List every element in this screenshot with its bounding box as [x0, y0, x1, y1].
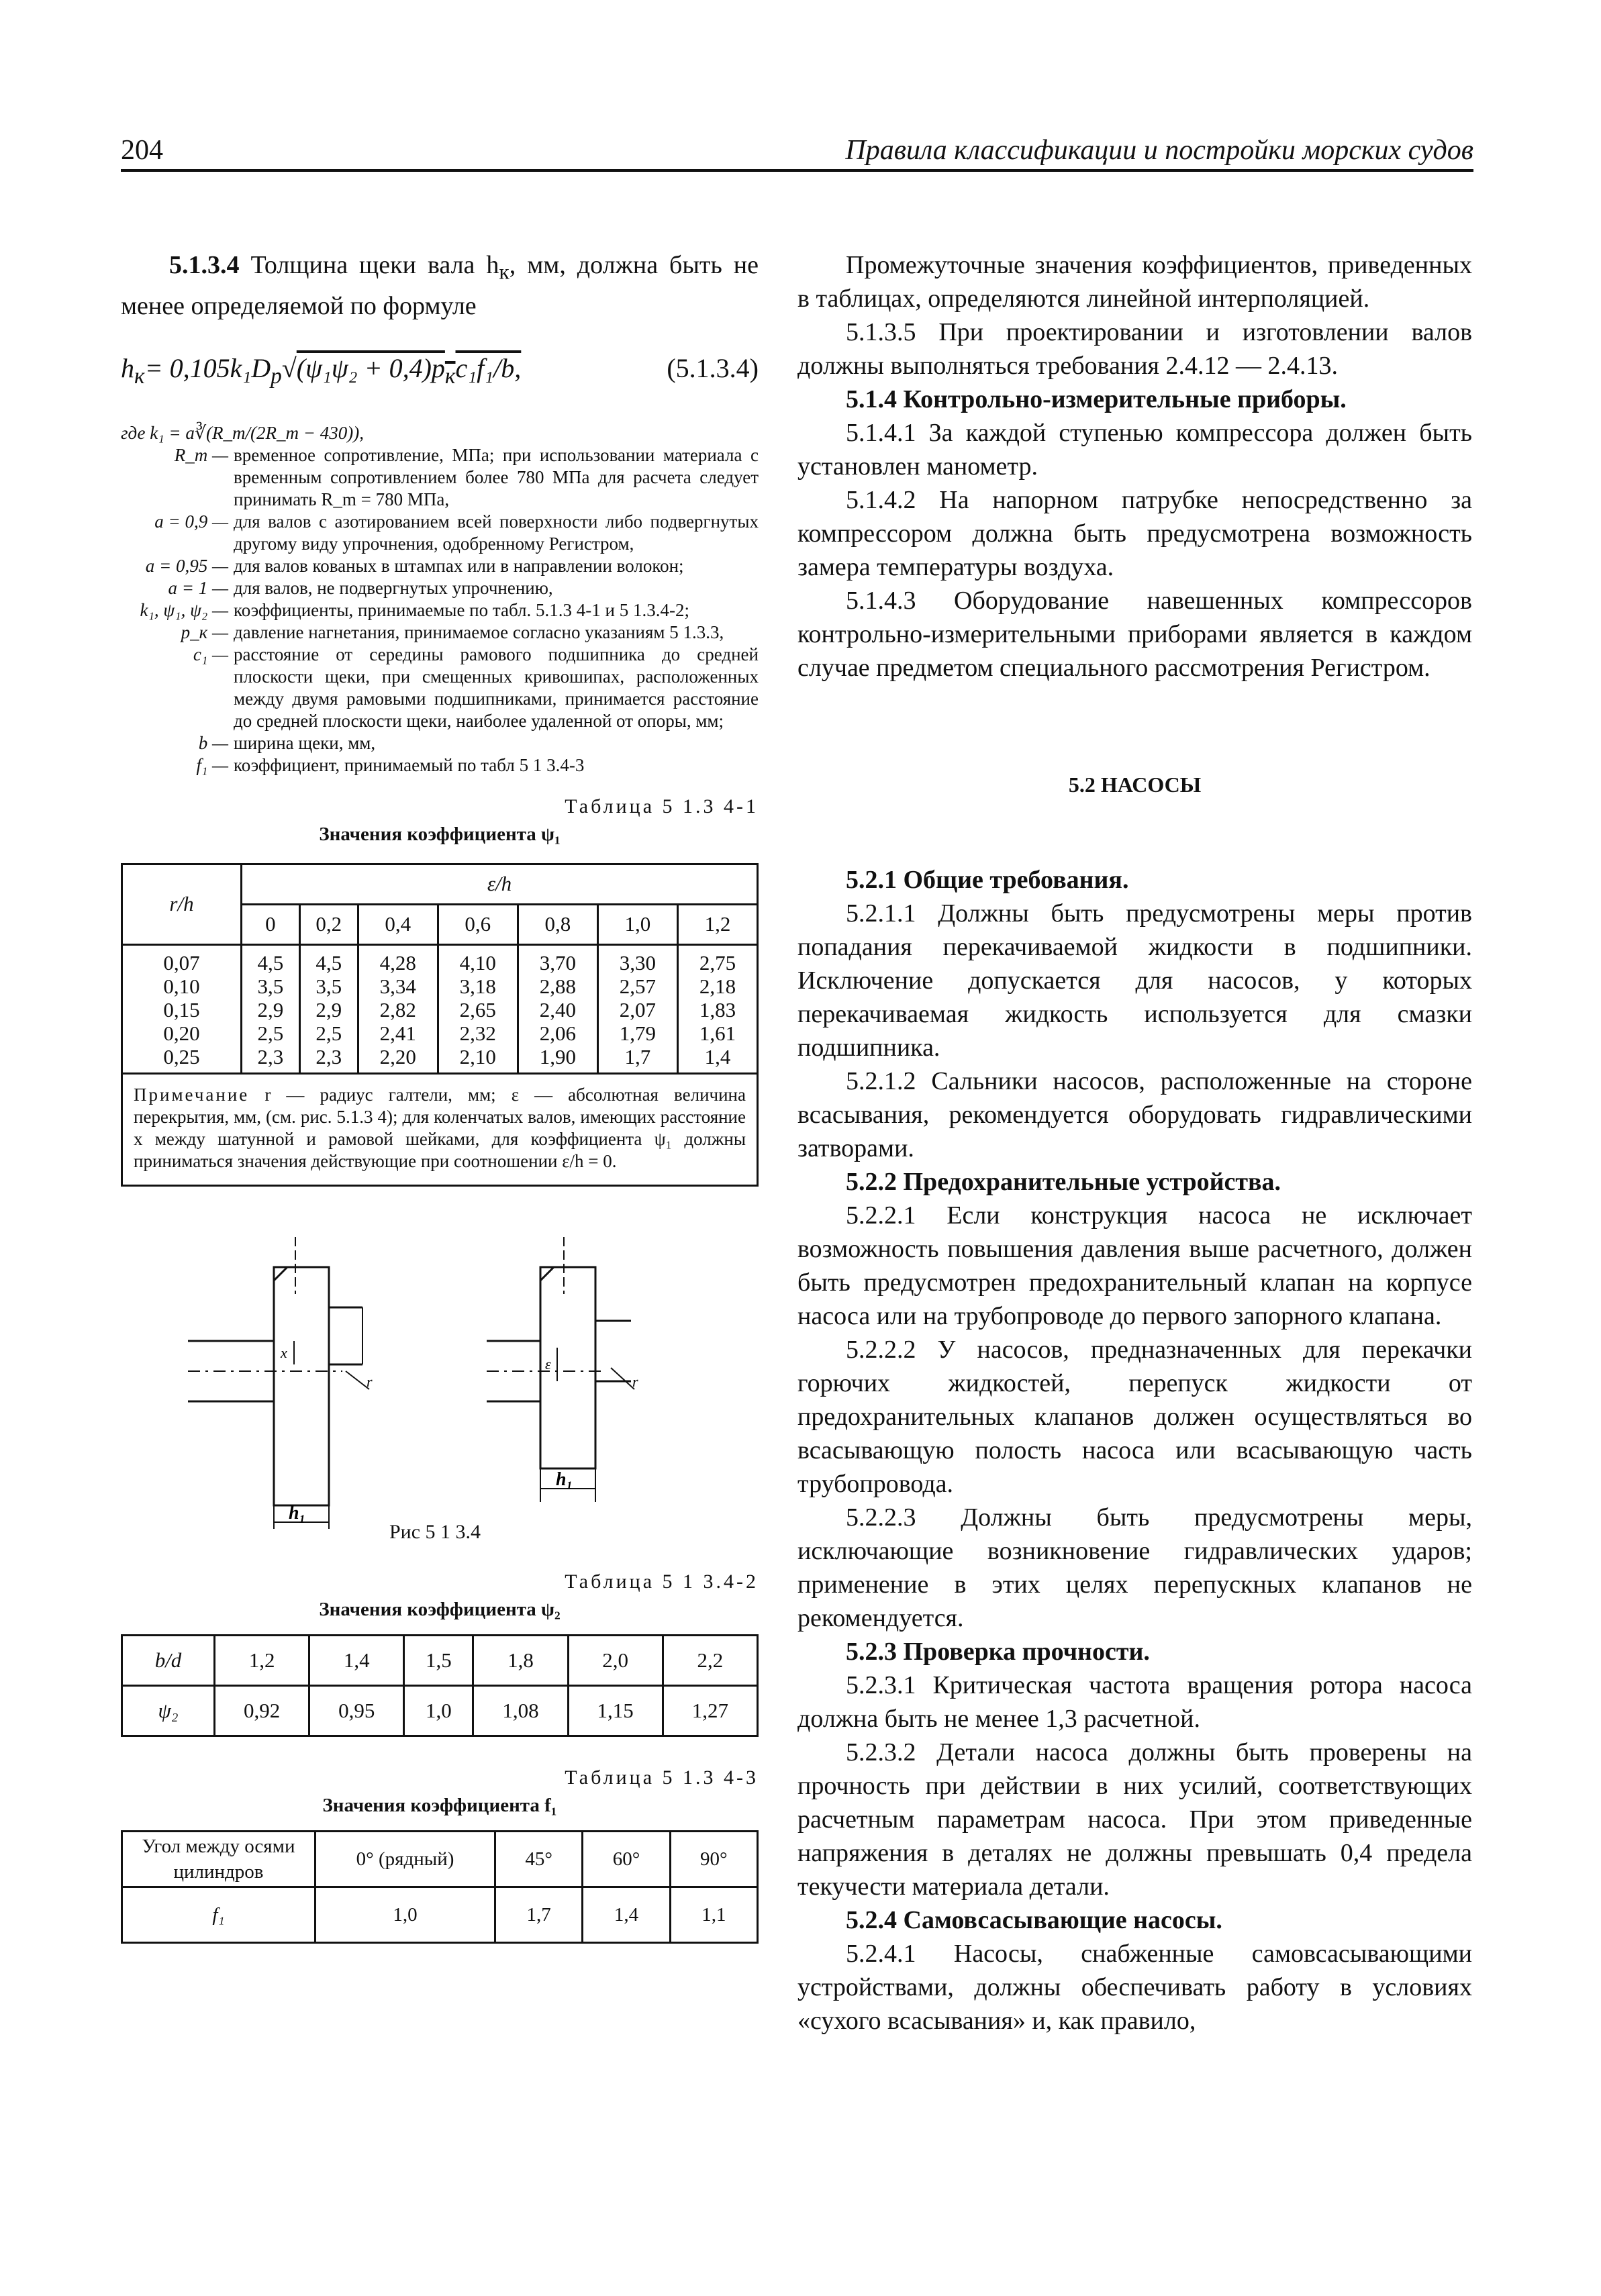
table-row-label: ψ₂ — [122, 1685, 215, 1736]
paragraph-5-2-2-1: 5.2.2.1 Если конструкция насоса не исключает возможность повышения давления выше расчетного, должен быть предусмотрен предохранительный клапан на корпусе насоса или на трубопроводе до первого запорного клапана. — [797, 1201, 1473, 1330]
left-column — [121, 248, 759, 1944]
definitions-list — [121, 422, 759, 777]
table-cell: 1,7 — [495, 1887, 583, 1942]
label-h1-left: h₁ — [289, 1502, 306, 1524]
definition-row: a = 0,9 — для валов с азотированием всей поверхности либо подвергнутых другому виду упрочнения, одобренному Регистром, — [154, 511, 759, 554]
paragraph-5-1-3-5: 5.1.3.5 При проектировании и изготовлении валов должны выполняться требования 2.4.12 — 2.4.13. — [797, 318, 1473, 380]
paragraph-5-1-4-1: 5.1.4.1 За каждой ступенью компрессора должен быть установлен манометр. — [797, 419, 1473, 481]
table-cell: 1,1 — [670, 1887, 757, 1942]
paragraph-5-2-1-2: 5.2.1.2 Сальники насосов, расположенные на стороне всасывания, рекомендуется оборудовать гидравлическими затворами. — [797, 1067, 1472, 1162]
heading-5-2-1: 5.2.1 Общие требования. — [846, 866, 1129, 894]
definition-row: c₁ — расстояние от середины рамового подшипника до средней плоскости щеки, при смещенных кривошипах, расположенных между двумя рамовыми подшипниками, принимается расстояние до средней плоскости щеки, наиболее удаленной от опоры, мм; — [193, 644, 759, 731]
crankshaft-drawing — [121, 1213, 759, 1529]
table-column-values: 4,5 3,5 2,9 2,5 2,3 — [299, 944, 358, 1073]
table-header-90: 90° — [670, 1831, 757, 1887]
definition-row: R_m — временное сопротивление, МПа; при использовании материала с временным сопротивлением более 780 МПа для расчета следует принимать R_m = 780 МПа, — [174, 444, 759, 509]
label-r-right: r — [632, 1372, 638, 1390]
definition-row: b — ширина щеки, мм, — [198, 732, 376, 753]
table-cell: 1,4 — [583, 1887, 670, 1942]
paragraph-5-1-4-3: 5.1.4.3 Оборудование навешенных компрессоров контрольно-измерительными приборами является в каждом случае предметом специального рассмотрения Регистром. — [797, 587, 1472, 682]
definition-row: a = 0,95 — для валов кованых в штампах или в направлении волокон; — [145, 555, 684, 576]
label-epsilon: ε — [545, 1355, 551, 1372]
table-psi1 — [121, 863, 759, 1187]
figure-5-1-3-4 — [121, 1213, 759, 1529]
table-col-header: 0,4 — [358, 904, 438, 944]
paragraph-5-2-3-1: 5.2.3.1 Критическая частота вращения ротора насоса должна быть не менее 1,3 расчетной. — [797, 1671, 1472, 1733]
table-header-angle: Угол между осями цилиндров — [122, 1831, 316, 1887]
figure-caption: Рис 5 1 3.4 — [389, 1520, 481, 1543]
table-1-title: Значения коэффициента ψ₁ — [319, 823, 561, 845]
table-column-values: 4,5 3,5 2,9 2,5 2,3 — [242, 944, 300, 1073]
table-1-caption: Таблица 5 1.3 4-1 — [565, 795, 759, 817]
paragraph-5-1-4-2: 5.1.4.2 На напорном патрубке непосредственно за компрессором должна быть предусмотрена возможность замера температуры воздуха. — [797, 486, 1472, 581]
table-cell: 2,2 — [663, 1635, 757, 1685]
table-column-values: 3,30 2,57 2,07 1,79 1,7 — [597, 944, 677, 1073]
paragraph-5-2-2-3: 5.2.2.3 Должны быть предусмотрены меры, исключающие возникновение гидравлических ударов; применение в этих целях перепускных клапанов не рекомендуется. — [797, 1503, 1472, 1632]
heading-5-1-4: 5.1.4 Контрольно-измерительные приборы. — [846, 385, 1347, 413]
table-2-caption: Таблица 5 1 3.4-2 — [565, 1570, 759, 1593]
table-column-values: 4,10 3,18 2,65 2,32 2,10 — [438, 944, 518, 1073]
table-row-label: b/d — [122, 1635, 215, 1685]
table-cell: 1,0 — [316, 1887, 495, 1942]
table-row-labels: 0,07 0,10 0,15 0,20 0,25 — [122, 944, 242, 1073]
table-column-values: 2,75 2,18 1,83 1,61 1,4 — [677, 944, 757, 1073]
table-cell: 1,2 — [215, 1635, 309, 1685]
table-header-45: 45° — [495, 1831, 583, 1887]
heading-5-2-2: 5.2.2 Предохранительные устройства. — [846, 1168, 1281, 1196]
heading-5-2-4: 5.2.4 Самовсасывающие насосы. — [846, 1906, 1222, 1934]
table-header-r-h: r/h — [122, 864, 242, 944]
table-col-header: 0,6 — [438, 904, 518, 944]
table-2-title: Значения коэффициента ψ₂ — [319, 1598, 561, 1620]
paragraph-5-1-3-4: 5.1.3.4 Толщина щеки вала $h_к$, мм, должна быть не менее определяемой по формуле — [121, 251, 759, 320]
label-h1-right: h₁ — [556, 1468, 573, 1490]
definition-row: где k₁ = a∛(R_m/(2R_m − 430)), — [121, 422, 364, 443]
table-cell: 1,8 — [473, 1635, 568, 1685]
formula-number: (5.1.3.4) — [667, 352, 759, 383]
paragraph-5-2-1-1: 5.2.1.1 Должны быть предусмотрены меры против попадания перекачиваемой жидкости в подшипники. Исключение допускается для насосов, у которых перекачиваемая жидкость используется для смазки подшипника. — [797, 899, 1472, 1062]
table-3-title: Значения коэффициента f₁ — [322, 1794, 557, 1816]
table-col-header: 0,8 — [518, 904, 597, 944]
table-header-eps-h: ε/h — [242, 864, 758, 904]
table-header-0: 0° (рядный) — [316, 1831, 495, 1887]
definition-row: a = 1 — для валов, не подвергнутых упрочнению, — [168, 577, 553, 598]
table-cell: 1,4 — [309, 1635, 404, 1685]
running-title: Правила классификации и постройки морских судов — [845, 135, 1473, 166]
table-cell: 0,95 — [309, 1685, 404, 1736]
table-psi2 — [121, 1634, 759, 1737]
paragraph-5-2-3-2: 5.2.3.2 Детали насоса должны быть проверены на прочность при действии в них усилий, соответствующих расчетным параметрам насоса. При этом приведенные напряжения в деталях не должны превышать 0,4 предела текучести материала детали. — [797, 1738, 1473, 1901]
formula-5-1-3-4: $h_к= 0,105k_1D_р√(\psi_1\psi_2 + 0,4)p_кc_1f_1/b$, (5.1.3.4) — [121, 352, 759, 389]
page-number: 204 — [121, 135, 163, 166]
header-rule — [121, 169, 1473, 172]
table-cell: 0,92 — [215, 1685, 309, 1736]
table-col-header: 1,0 — [597, 904, 677, 944]
table-cell: 1,0 — [404, 1685, 473, 1736]
table-body — [122, 944, 758, 1073]
definition-row: p_к — давление нагнетания, принимаемое согласно указаниям 5 1.3.3, — [181, 621, 724, 642]
paragraph-5-2-2-2: 5.2.2.2 У насосов, предназначенных для перекачки горючих жидкостей, перепуск жидкости от предохранительных клапанов должен осуществляться во всасывающую полость насоса или всасывающую часть трубопровода. — [797, 1336, 1473, 1498]
label-r-left: r — [367, 1372, 373, 1390]
right-column — [797, 248, 1472, 2038]
table-cell: 1,27 — [663, 1685, 757, 1736]
paragraph-5-2-4-1: 5.2.4.1 Насосы, снабженные самовсасывающими устройствами, должны обеспечивать работу в условиях «сухого всасывания» и, как правило, — [797, 1940, 1473, 2035]
table-header-60: 60° — [583, 1831, 670, 1887]
table-column-values: 3,70 2,88 2,40 2,06 1,90 — [518, 944, 597, 1073]
section-title-pumps: 5.2 НАСОСЫ — [1068, 772, 1202, 797]
table-3-caption: Таблица 5 1.3 4-3 — [565, 1766, 759, 1789]
definition-row: k₁, ψ₁, ψ₂ — коэффициенты, принимаемые по табл. 5.1.3 4-1 и 5 1.3.4-2; — [140, 599, 689, 620]
label-x: x — [281, 1344, 287, 1361]
table-cell: 1,15 — [568, 1685, 663, 1736]
definition-row: f₁ — коэффициент, принимаемый по табл 5 1 3.4-3 — [196, 754, 585, 775]
heading-5-2-3: 5.2.3 Проверка прочности. — [846, 1638, 1150, 1666]
table-col-header: 0,2 — [299, 904, 358, 944]
table-cell: 2,0 — [568, 1635, 663, 1685]
table-f1 — [121, 1830, 759, 1944]
table-col-header: 0 — [242, 904, 300, 944]
table-col-header: 1,2 — [677, 904, 757, 944]
table-row-label: f₁ — [122, 1887, 316, 1942]
paragraph-intro: Промежуточные значения коэффициентов, приведенных в таблицах, определяются линейной интерполяцией. — [797, 251, 1472, 313]
table-1-note: Примечание r — радиус галтели, мм; ε — абсолютная величина перекрытия, мм, (см. рис. 5.1.3 4); для коленчатых валов, имеющих расстояние x между шатунной и рамовой шейками, для коэффициента ψ₁ должны приниматься значения действующие при соотношении ε/h = 0. — [122, 1073, 758, 1185]
table-column-values: 4,28 3,34 2,82 2,41 2,20 — [358, 944, 438, 1073]
table-cell: 1,5 — [404, 1635, 473, 1685]
table-cell: 1,08 — [473, 1685, 568, 1736]
